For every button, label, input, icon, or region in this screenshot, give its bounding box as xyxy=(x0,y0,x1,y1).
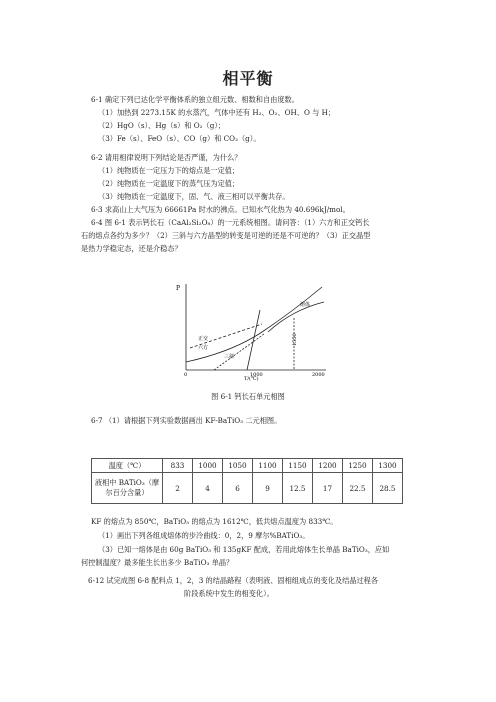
label-triclinic: 三斜 xyxy=(224,354,235,360)
phase-diagram-figure xyxy=(172,282,328,382)
table-cell: 1200 xyxy=(313,459,343,473)
q-6-4-line-3: 是热力学稳定态，还是介稳态？ xyxy=(81,244,182,253)
q-6-1-item-1: （1）加热到 2273.15K 的水蒸汽，气体中还有 H₂、O₂、OH、O 与 H； xyxy=(98,108,336,117)
x-axis-title: T/(℃) xyxy=(244,376,259,382)
question-6-1: 6-1 确定下列已达化学平衡体系的独立组元数、相数和自由度数。 xyxy=(91,95,299,104)
table-cell: 1150 xyxy=(283,459,313,473)
label-orthorhombic: 正交 xyxy=(198,336,209,342)
row-header-composition: 液相中 BATiO₃（摩尔百分含量） xyxy=(92,473,163,504)
table-cell: 2 xyxy=(163,473,193,504)
kf-melting-point-text: KF 的熔点为 850℃，BaTiO₃ 的熔点为 1612℃，低共熔点温度为 833℃。 xyxy=(91,517,338,526)
q-6-2-item-3: （3）纯物质在一定温度下，固、气、液三相可以平衡共存。 xyxy=(98,192,290,201)
y-axis-label: P xyxy=(176,285,181,292)
tick-1000: 1000 xyxy=(250,372,263,378)
table-cell: 4 xyxy=(193,473,223,504)
q-6-2-item-2: （2）纯物质在一定温度下的蒸气压为定值； xyxy=(98,179,240,188)
table-cell: 28.5 xyxy=(373,473,403,504)
q-6-2-item-1: （1）纯物质在一定压力下的熔点是一定值； xyxy=(98,166,240,175)
table-cell: 1000 xyxy=(193,459,223,473)
label-1550: 1550 xyxy=(292,333,298,346)
q-6-4-line-2: 石的熔点各约为多少？（2）三斜与六方晶型的转变是可逆的还是不可逆的？（3）正交晶型 xyxy=(81,231,371,240)
document-title: 相平衡 xyxy=(222,69,274,88)
tick-2000: 2000 xyxy=(312,372,325,378)
table-cell: 1250 xyxy=(343,459,373,473)
question-6-4: 6-4 图 6-1 表示钙长石（CaAl₂Si₂O₈）的一元系统相图。请问答：（1）六方和正交钙长 xyxy=(91,218,370,227)
question-6-2: 6-2 请用相律说明下列结论是否严谨，为什么？ xyxy=(91,153,242,162)
table-cell: 1300 xyxy=(373,459,403,473)
table-cell: 833 xyxy=(163,459,193,473)
label-melt: 熔体 xyxy=(300,302,311,308)
table-cell: 12.5 xyxy=(283,473,313,504)
row-header-temperature: 温度（℃） xyxy=(92,459,163,473)
table-cell: 17 xyxy=(313,473,343,504)
table-row-composition xyxy=(92,473,403,504)
melting-curve xyxy=(268,302,324,332)
q-6-7-item-1: （1）画出下列各组成熔体的步冷曲线：0，2，9 摩尔%BATiO₃。 xyxy=(98,531,310,540)
label-hexagonal: 六方 xyxy=(198,345,209,351)
q-6-7-item-3-cont: 何控制温度？最多能生长出多少 BaTiO₃ 单晶？ xyxy=(81,558,234,567)
q-6-1-item-2: （2）HgO（s）、Hg（s）和 O₂（g）； xyxy=(98,121,226,130)
question-6-3: 6-3 求高山上大气压为 66661Pa 时水的沸点。已知水气化热为 40.696kJ/mol。 xyxy=(91,205,350,214)
table-cell: 1100 xyxy=(253,459,283,473)
question-6-12: 6-12 试完成图 6-8 配料点 1，2，3 的结晶路程（表明液、固相组成点的变化及结晶过程各 xyxy=(88,576,379,585)
q-6-1-item-3: （3）Fe（s）、FeO（s）、CO（g）和 CO₂（g）。 xyxy=(98,134,261,143)
question-6-7: 6-7 （1）请根据下列实验数据画出 KF-BaTiO₃ 二元相图。 xyxy=(91,416,282,425)
table-row-temperature xyxy=(92,459,403,473)
table-cell: 9 xyxy=(253,473,283,504)
table-cell: 6 xyxy=(223,473,253,504)
q-6-12-cont: 阶段系统中发生的相变化）。 xyxy=(184,589,274,598)
table-cell: 22.5 xyxy=(343,473,373,504)
table-cell: 1050 xyxy=(223,459,253,473)
data-table xyxy=(91,458,403,504)
q-6-7-item-3: （3）已知一熔体是由 60g BaTiO₃ 和 135gKF 配成，若用此熔体生长单晶 BaTiO₃，应如 xyxy=(98,545,390,554)
tick-0: 0 xyxy=(184,372,188,378)
figure-caption: 图 6-1 钙长石单元相图 xyxy=(211,392,285,401)
